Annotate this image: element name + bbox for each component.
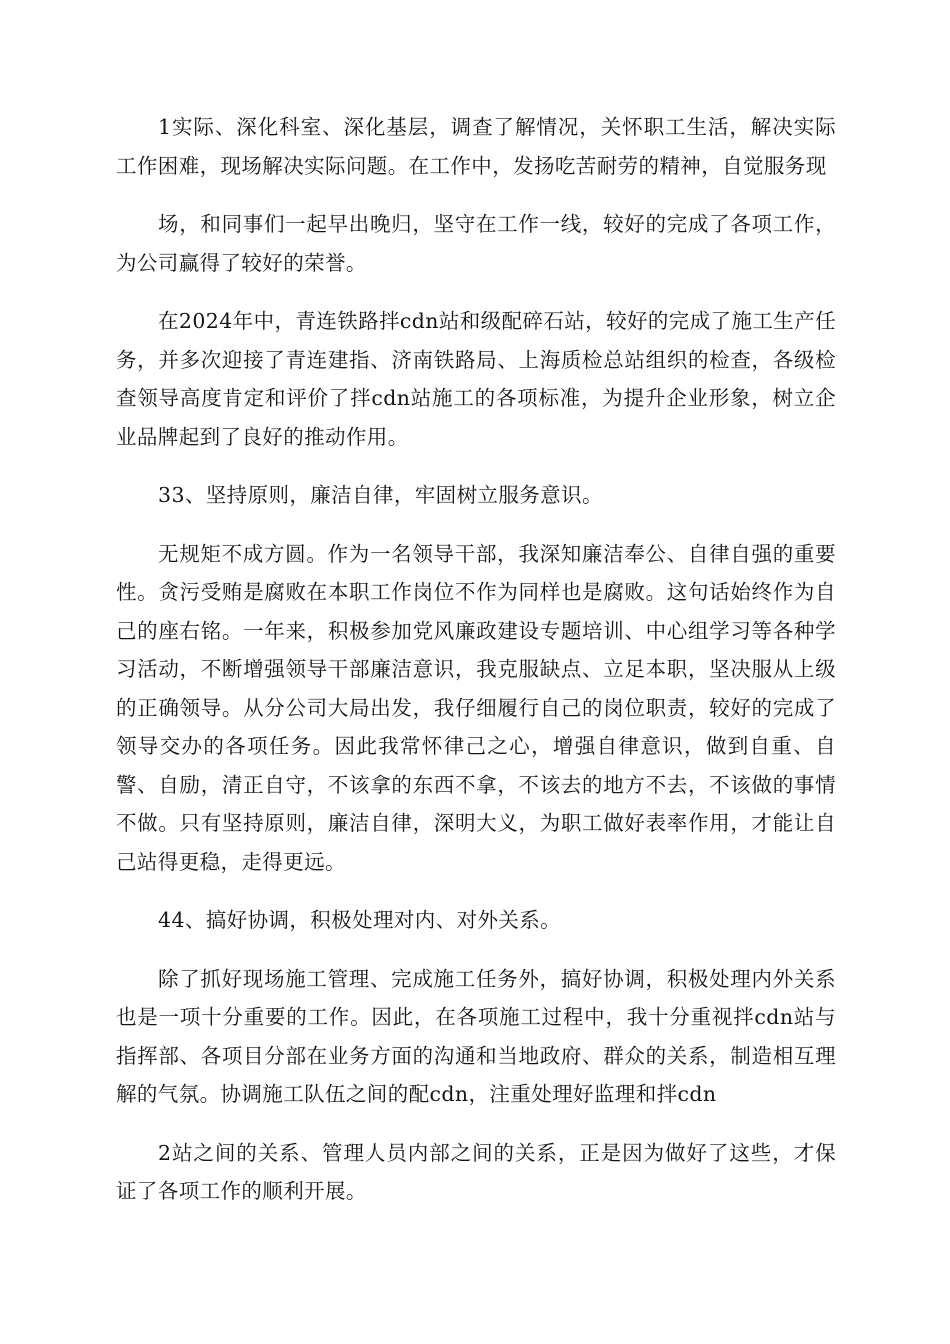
paragraph-5: 无规矩不成方圆。作为一名领导干部，我深知廉洁奉公、自律自强的重要性。贪污受贿是腐败在本职工作岗位不作为同样也是腐败。这句话始终作为自己的座右铭。一年来，积极参加党风廉政建设专题培训、中心组学习等各种学习活动，不断增强领导干部廉洁意识，我克服缺点、立足本职，坚决服从上级的正确领导。从分公司大局出发，我仔细履行自己的岗位职责，较好的完成了领导交办的各项任务。因此我常怀律己之心，增强自律意识，做到自重、自警、自励，清正自守，不该拿的东西不拿，不该去的地方不去，不该做的事情不做。只有坚持原则，廉洁自律，深明大义，为职工做好表率作用，才能让自己站得更稳，走得更远。 <box>116 541 836 874</box>
paragraph-1: 1实际、深化科室、深化基层，调查了解情况，关怀职工生活，解决实际工作困难，现场解决实际问题。在工作中，发扬吃苦耐劳的精神，自觉服务现 <box>116 115 836 178</box>
document-page <box>116 108 836 1211</box>
paragraph-8: 2站之间的关系、管理人员内部之间的关系，正是因为做好了这些，才保证了各项工作的顺利开展。 <box>116 1140 836 1203</box>
paragraph-7: 除了抓好现场施工管理、完成施工任务外，搞好协调，积极处理内外关系也是一项十分重要的工作。因此，在各项施工过程中，我十分重视拌cdn站与指挥部、各项目分部在业务方面的沟通和当地政府、群众的关系，制造相互理解的气氛。协调施工队伍之间的配cdn，注重处理好监理和拌cdn <box>116 966 836 1106</box>
section-heading-3: 33、坚持原则，廉洁自律，牢固树立服务意识。 <box>158 483 603 507</box>
paragraph-3: 在2024年中，青连铁路拌cdn站和级配碎石站，较好的完成了施工生产任务，并多次迎接了青连建指、济南铁路局、上海质检总站组织的检查，各级检查领导高度肯定和评价了拌cdn站施工的各项标准，为提升企业形象，树立企业品牌起到了良好的推动作用。 <box>116 309 836 449</box>
section-heading-4: 44、搞好协调，积极处理对内、对外关系。 <box>158 908 562 932</box>
paragraph-2: 场，和同事们一起早出晚归，坚守在工作一线，较好的完成了各项工作，为公司赢得了较好的荣誉。 <box>116 212 836 275</box>
